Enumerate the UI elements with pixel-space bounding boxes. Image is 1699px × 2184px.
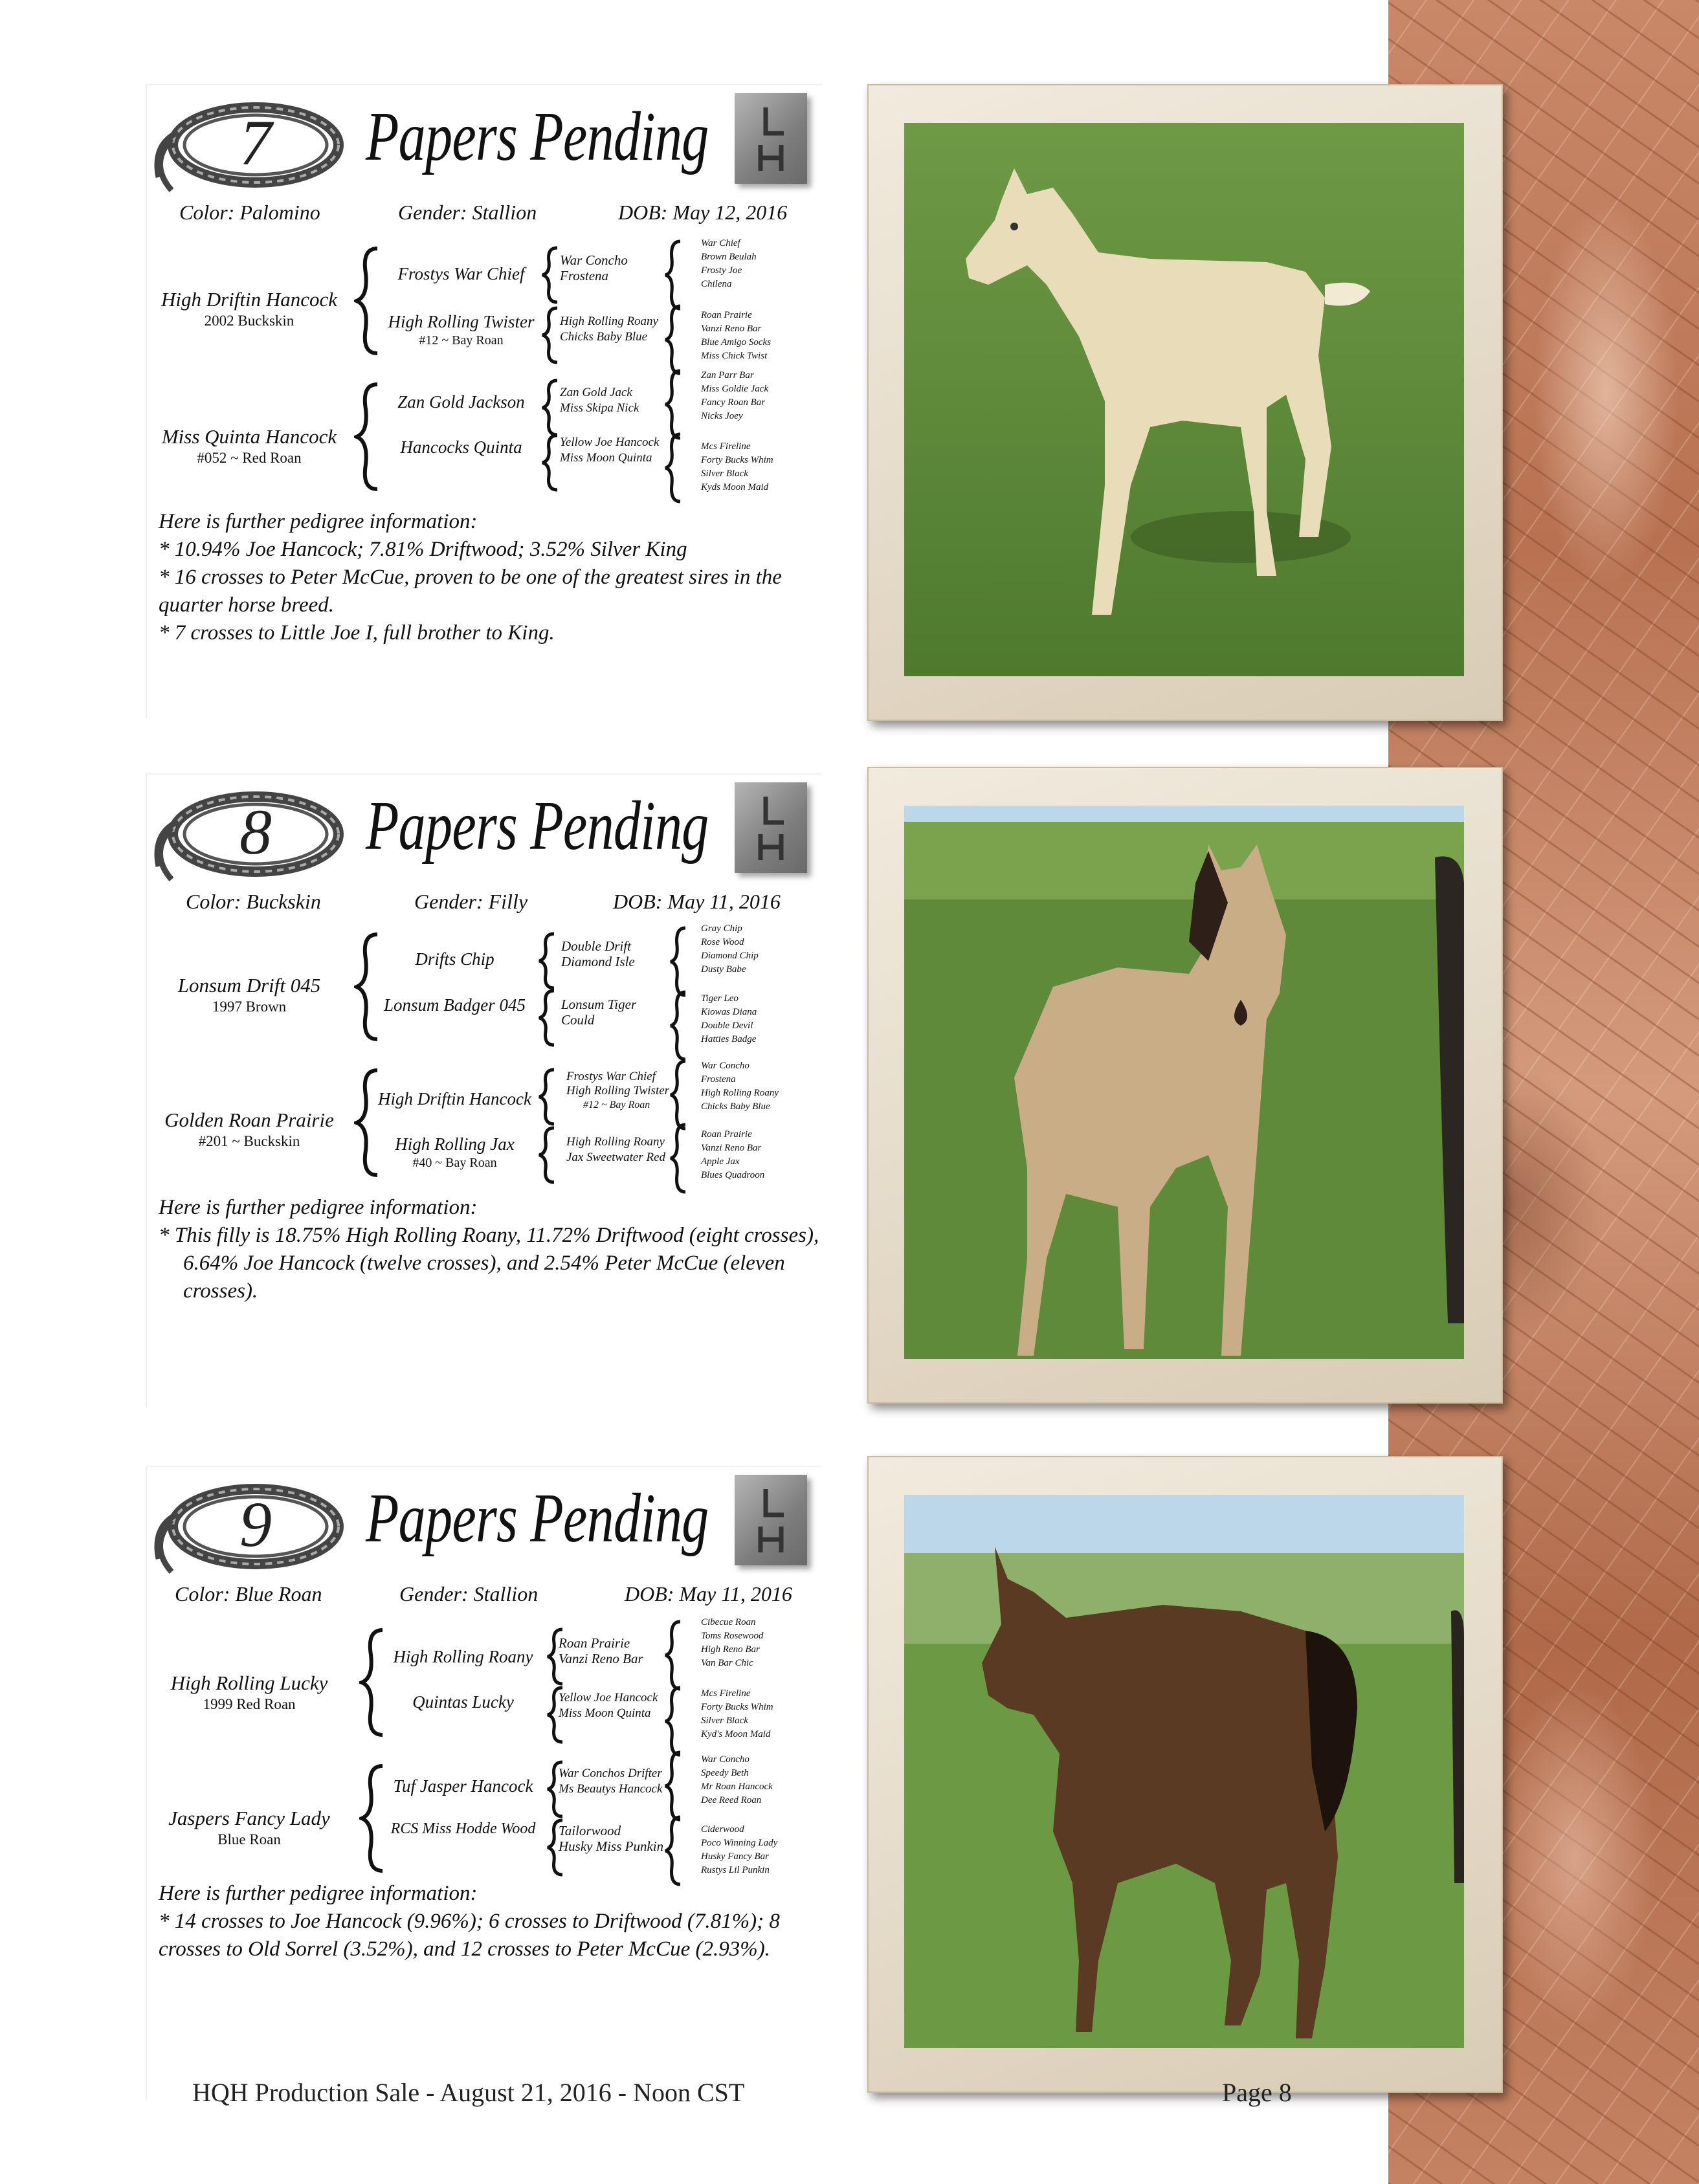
pedigree-gen4: Gray Chip Rose Wood Diamond Chip Dusty Babe — [701, 923, 759, 975]
photo-frame-7 — [867, 84, 1503, 721]
pedigree-gen3: Double Drift Diamond Isle — [561, 938, 635, 969]
photo-frame-9 — [867, 1456, 1503, 2093]
entry-divider — [146, 1466, 147, 2100]
lot-number: 7 — [239, 107, 272, 179]
entry-top-line — [146, 84, 822, 85]
blue-roan-foal-image — [904, 1495, 1464, 2048]
pedigree-gen4: War Chief Brown Beulah Frosty Joe Chilena — [701, 238, 757, 289]
pedigree-gen4: Mcs Fireline Forty Bucks Whim Silver Black Kyd's Moon Maid — [701, 1688, 773, 1739]
further-pedigree-info: Here is further pedigree information: * 10.94% Joe Hancock; 7.81% Driftwood; 3.52% Silver King * 16 crosses to Peter McCue, proven to be one of the greatest sires in the quarter horse breed. * 7 crosses to Little Joe I, full brother to King. — [159, 510, 782, 645]
pedigree-gen3: Frostys War Chief High Rolling Twister #12 ~ Bay Roan — [566, 1070, 670, 1110]
pedigree-brace — [663, 304, 683, 375]
further-pedigree-info: Here is further pedigree information: * 14 crosses to Joe Hancock (9.96%); 6 crosses to Driftwood (7.81%); 8 crosses to Old Sorrel (3.52%), and 12 crosses to Peter McCue (2.93%). — [159, 1882, 780, 1961]
pedigree-gen2: Tuf Jasper Hancock — [393, 1776, 533, 1796]
palomino-foal-image — [904, 123, 1464, 676]
ranch-brand-icon — [735, 93, 807, 184]
buckskin-foal-image — [904, 806, 1464, 1359]
pedigree-brace — [663, 1620, 683, 1691]
pedigree-brace — [669, 1059, 688, 1131]
pedigree-brace — [540, 379, 560, 437]
pedigree-gen3: Zan Gold Jack Miss Skipa Nick — [560, 386, 639, 415]
photo-frame-8 — [867, 767, 1503, 1404]
pedigree-gen4: Roan Prairie Vanzi Reno Bar Apple Jax Blues Quadroon — [701, 1129, 765, 1180]
further-pedigree-info: Here is further pedigree information: * This filly is 18.75% High Rolling Roany, 11.72% Driftwood (eight crosses), 6.64% Joe Hancock (twelve crosses), and 2.54% Peter McCue (eleven crosses). — [159, 1196, 819, 1303]
pedigree-brace — [354, 932, 380, 1042]
horse-name-title: Papers Pending — [366, 98, 709, 175]
sire-name: High Driftin Hancock 2002 Buckskin — [161, 288, 338, 329]
lot-entry-7 — [146, 84, 822, 718]
dob-label: DOB: May 11, 2016 — [613, 890, 781, 913]
pedigree-gen3: Yellow Joe Hancock Miss Moon Quinta — [560, 436, 660, 465]
gender-label: Gender: Stallion — [399, 1582, 539, 1605]
pedigree-gen4: Tiger Leo Kiowas Diana Double Devil Hatties Badge — [701, 993, 757, 1044]
lot-number: 9 — [239, 1488, 272, 1560]
pedigree-brace — [669, 990, 688, 1061]
sire-name: Lonsum Drift 045 1997 Brown — [177, 974, 321, 1015]
horse-photo-blue-roan — [904, 1495, 1464, 2048]
pedigree-gen2: RCS Miss Hodde Wood — [390, 1820, 536, 1837]
entry-divider — [146, 84, 147, 718]
pedigree-gen2: Quintas Lucky — [412, 1692, 514, 1712]
pedigree-gen2: High Rolling Twister #12 ~ Bay Roan — [388, 312, 535, 347]
color-label: Color: Blue Roan — [175, 1582, 322, 1605]
pedigree-gen3: Roan Prairie Vanzi Reno Bar — [559, 1635, 643, 1666]
pedigree-gen4: Mcs Fireline Forty Bucks Whim Silver Black Kyds Moon Maid — [701, 441, 773, 492]
pedigree-gen2: Drifts Chip — [415, 949, 494, 969]
gender-label: Gender: Filly — [414, 890, 528, 913]
pedigree-brace — [359, 1627, 385, 1737]
pedigree-gen4: Roan Prairie Vanzi Reno Bar Blue Amigo Socks Miss Chick Twist — [701, 310, 772, 361]
footer-sale-info: HQH Production Sale - August 21, 2016 - Noon CST — [192, 2078, 745, 2107]
pedigree-brace — [663, 1686, 683, 1757]
pedigree-brace — [663, 432, 683, 503]
brand-logo — [735, 93, 807, 184]
pedigree-brace — [669, 926, 688, 997]
pedigree-brace — [537, 989, 557, 1047]
pedigree-brace — [669, 1123, 688, 1194]
pedigree-brace — [540, 246, 560, 304]
dob-label: DOB: May 11, 2016 — [625, 1582, 792, 1605]
pedigree-gen4: War Concho Speedy Beth Mr Roan Hancock Dee Reed Roan — [701, 1754, 773, 1805]
lot-entry-8 — [146, 773, 822, 1407]
gender-label: Gender: Stallion — [398, 201, 537, 224]
pedigree-gen4: Cibecue Roan Toms Rosewood High Reno Bar Van Bar Chic — [701, 1617, 764, 1668]
ranch-brand-icon — [735, 1475, 807, 1565]
pedigree-gen3: Yellow Joe Hancock Miss Moon Quinta — [559, 1691, 658, 1720]
pedigree-gen3: War Concho Frostena — [560, 252, 628, 283]
horse-name-title: Papers Pending — [366, 788, 709, 865]
entry-top-line — [146, 773, 822, 775]
lot-entry-9 — [146, 1466, 822, 2100]
pedigree-brace — [537, 1068, 557, 1126]
pedigree-brace — [663, 1815, 683, 1886]
pedigree-brace — [663, 369, 683, 440]
pedigree-gen2: High Rolling Jax #40 ~ Bay Roan — [395, 1134, 515, 1170]
pedigree-gen2: High Driftin Hancock — [378, 1089, 531, 1109]
pedigree-gen3: High Rolling Roany Jax Sweetwater Red — [566, 1135, 666, 1164]
pedigree-gen4: Zan Parr Bar Miss Goldie Jack Fancy Roan Bar Nicks Joey — [701, 370, 769, 421]
brand-logo — [735, 782, 807, 873]
dam-name: Jaspers Fancy Lady Blue Roan — [168, 1807, 330, 1848]
horse-photo-palomino — [904, 123, 1464, 676]
pedigree-gen2: Frostys War Chief — [397, 264, 525, 283]
horse-photo-buckskin — [904, 806, 1464, 1359]
pedigree-gen3: High Rolling Roany Chicks Baby Blue — [560, 314, 658, 344]
dam-name: Miss Quinta Hancock #052 ~ Red Roan — [161, 425, 337, 466]
horse-name-title: Papers Pending — [366, 1480, 709, 1557]
dam-name: Golden Roan Prairie #201 ~ Buckskin — [164, 1109, 334, 1149]
color-label: Color: Palomino — [179, 201, 320, 224]
pedigree-gen4: Ciderwood Poco Winning Lady Husky Fancy Bar Rustys Lil Punkin — [701, 1824, 778, 1875]
pedigree-gen2: Hancocks Quinta — [400, 437, 522, 457]
dob-label: DOB: May 12, 2016 — [618, 201, 788, 224]
lot-number: 8 — [239, 796, 272, 868]
pedigree-gen3: War Conchos Drifter Ms Beautys Hancock — [559, 1767, 663, 1796]
color-label: Color: Buckskin — [186, 890, 321, 913]
pedigree-brace — [663, 239, 683, 311]
pedigree-gen3: Lonsum Tiger Could — [561, 997, 637, 1028]
entry-divider — [146, 773, 147, 1407]
pedigree-brace — [540, 306, 560, 364]
pedigree-brace — [537, 932, 557, 990]
pedigree-gen3: Tailorwood Husky Miss Punkin — [559, 1823, 664, 1854]
sire-name: High Rolling Lucky 1999 Red Roan — [170, 1671, 328, 1712]
brand-logo — [735, 1475, 807, 1565]
pedigree-brace — [540, 434, 560, 492]
pedigree-brace — [663, 1750, 683, 1822]
pedigree-gen4: War Concho Frostena High Rolling Roany Chicks Baby Blue — [701, 1061, 779, 1112]
ranch-brand-icon — [735, 782, 807, 873]
pedigree-gen2: Lonsum Badger 045 — [383, 995, 526, 1015]
footer-page-number: Page 8 — [1222, 2078, 1292, 2107]
pedigree-gen2: Zan Gold Jackson — [397, 392, 525, 412]
entry-top-line — [146, 1466, 822, 1467]
pedigree-gen2: High Rolling Roany — [393, 1647, 533, 1666]
pedigree-brace — [537, 1126, 557, 1184]
